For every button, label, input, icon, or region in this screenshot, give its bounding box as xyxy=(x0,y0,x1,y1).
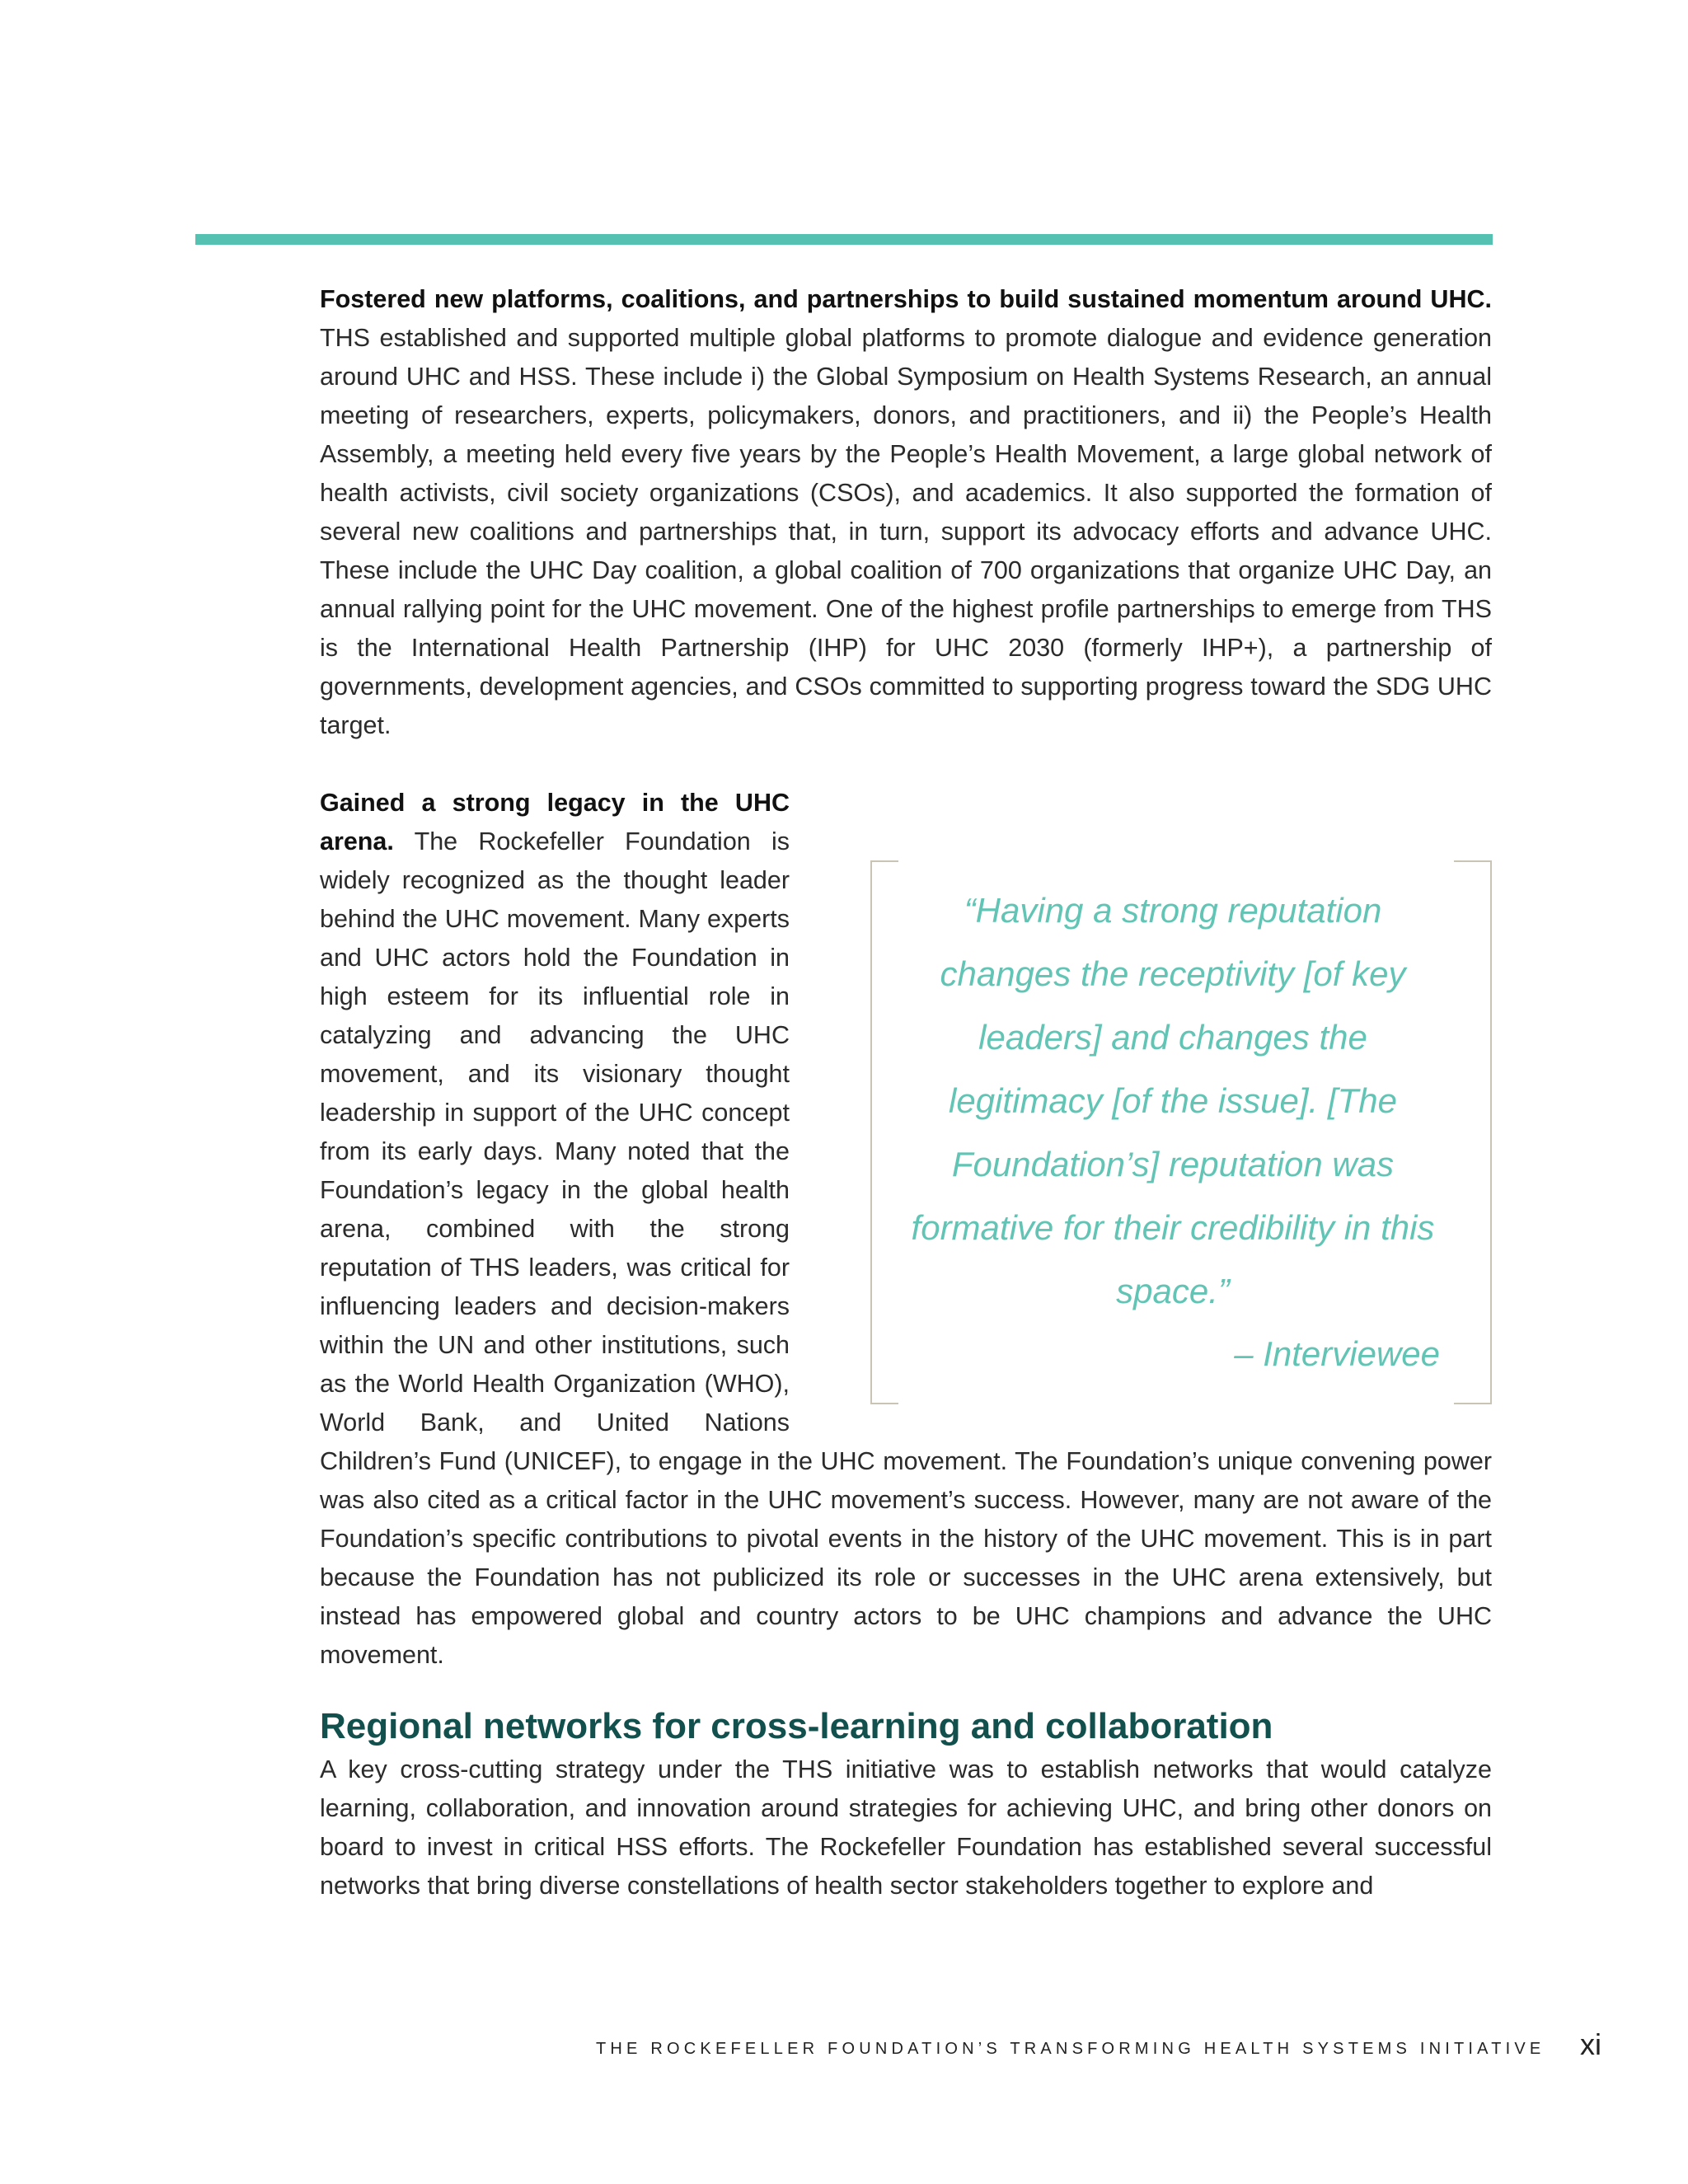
pull-quote-attribution: – Interviewee xyxy=(1234,1334,1440,1373)
paragraph-platforms-body: THS established and supported multiple global platforms to promote dialogue and evidence generation around UHC and HSS. These include i) the Global Symposium on Health Systems Research, an annual meeting of researchers, experts, policymakers, donors, and practitioners, and ii) the People’s Health Assembly, a meeting held every five years by the People’s Health Movement, a large global network of health activists, civil society organizations (CSOs), and academics. It also supported the formation of several new coalitions and partnerships that, in turn, support its advocacy efforts and advance UHC. These include the UHC Day coalition, a global coalition of 700 organizations that organize UHC Day, an annual rallying point for the UHC movement. One of the highest profile partnerships to emerge from THS is the International Health Partnership (IHP) for UHC 2030 (formerly IHP+), a partnership of governments, development agencies, and CSOs committed to supporting progress toward the SDG UHC target. xyxy=(320,324,1492,739)
paragraph-platforms-lead: Fostered new platforms, coalitions, and partnerships to build sustained momentum around UHC. xyxy=(320,285,1492,313)
pull-quote-left-bracket xyxy=(870,860,898,1404)
top-accent-rule xyxy=(195,234,1493,245)
paragraph-legacy-body: The Rockefeller Foundation is widely recognized as the thought leader behind the UHC movement. Many experts and UHC actors hold the Foundation in high esteem for its influential role in catalyzing and advancing the UHC movement, and its visionary thought leadership in support of the UHC concept from its early days. Many noted that the Foundation’s legacy in the global health arena, combined with the strong reputation of THS leaders, was critical for influencing leaders and decision-makers within the UN and other institutions, such as the World Health Organization (WHO), World Bank, and United Nations Children’s Fund (UNICEF), to engage in the UHC movement. The Foundation’s unique convening power was also cited as a critical factor in the UHC movement’s success. However, many are not aware of the Foundation’s specific contributions to pivotal events in the history of the UHC movement. This is in part because the Foundation has not publicized its role or successes in the UHC arena extensively, but instead has empowered global and country actors to be UHC champions and advance the UHC movement. xyxy=(320,827,1492,1669)
pull-quote-right-bracket xyxy=(1454,860,1492,1404)
section-heading: Regional networks for cross-learning and collaboration xyxy=(320,1706,1273,1746)
main-content xyxy=(320,280,1492,1905)
paragraph-platforms xyxy=(320,280,1492,745)
pull-quote-text: “Having a strong reputation changes the receptivity [of key leaders] and changes the legitimacy [of the issue]. [The Foundation’s] reputation was formative for their credibility in this space.” xyxy=(911,891,1435,1310)
pull-quote xyxy=(870,860,1492,1403)
page-number: xi xyxy=(1580,2027,1601,2061)
paragraph-legacy-block xyxy=(320,784,1492,1675)
section-body: A key cross-cutting strategy under the THS initiative was to establish networks that would catalyze learning, collaboration, and innovation around strategies for achieving UHC, and bring other donors on board to invest in critical HSS efforts. The Rockefeller Foundation has established several successful networks that bring diverse constellations of health sector stakeholders together to explore and xyxy=(320,1755,1492,1900)
footer-publication-title: THE ROCKEFELLER FOUNDATION’S TRANSFORMING HEALTH SYSTEMS INITIATIVE xyxy=(596,2040,1545,2058)
paragraph-legacy-lead: Gained a strong legacy in the UHC arena. xyxy=(320,789,790,855)
